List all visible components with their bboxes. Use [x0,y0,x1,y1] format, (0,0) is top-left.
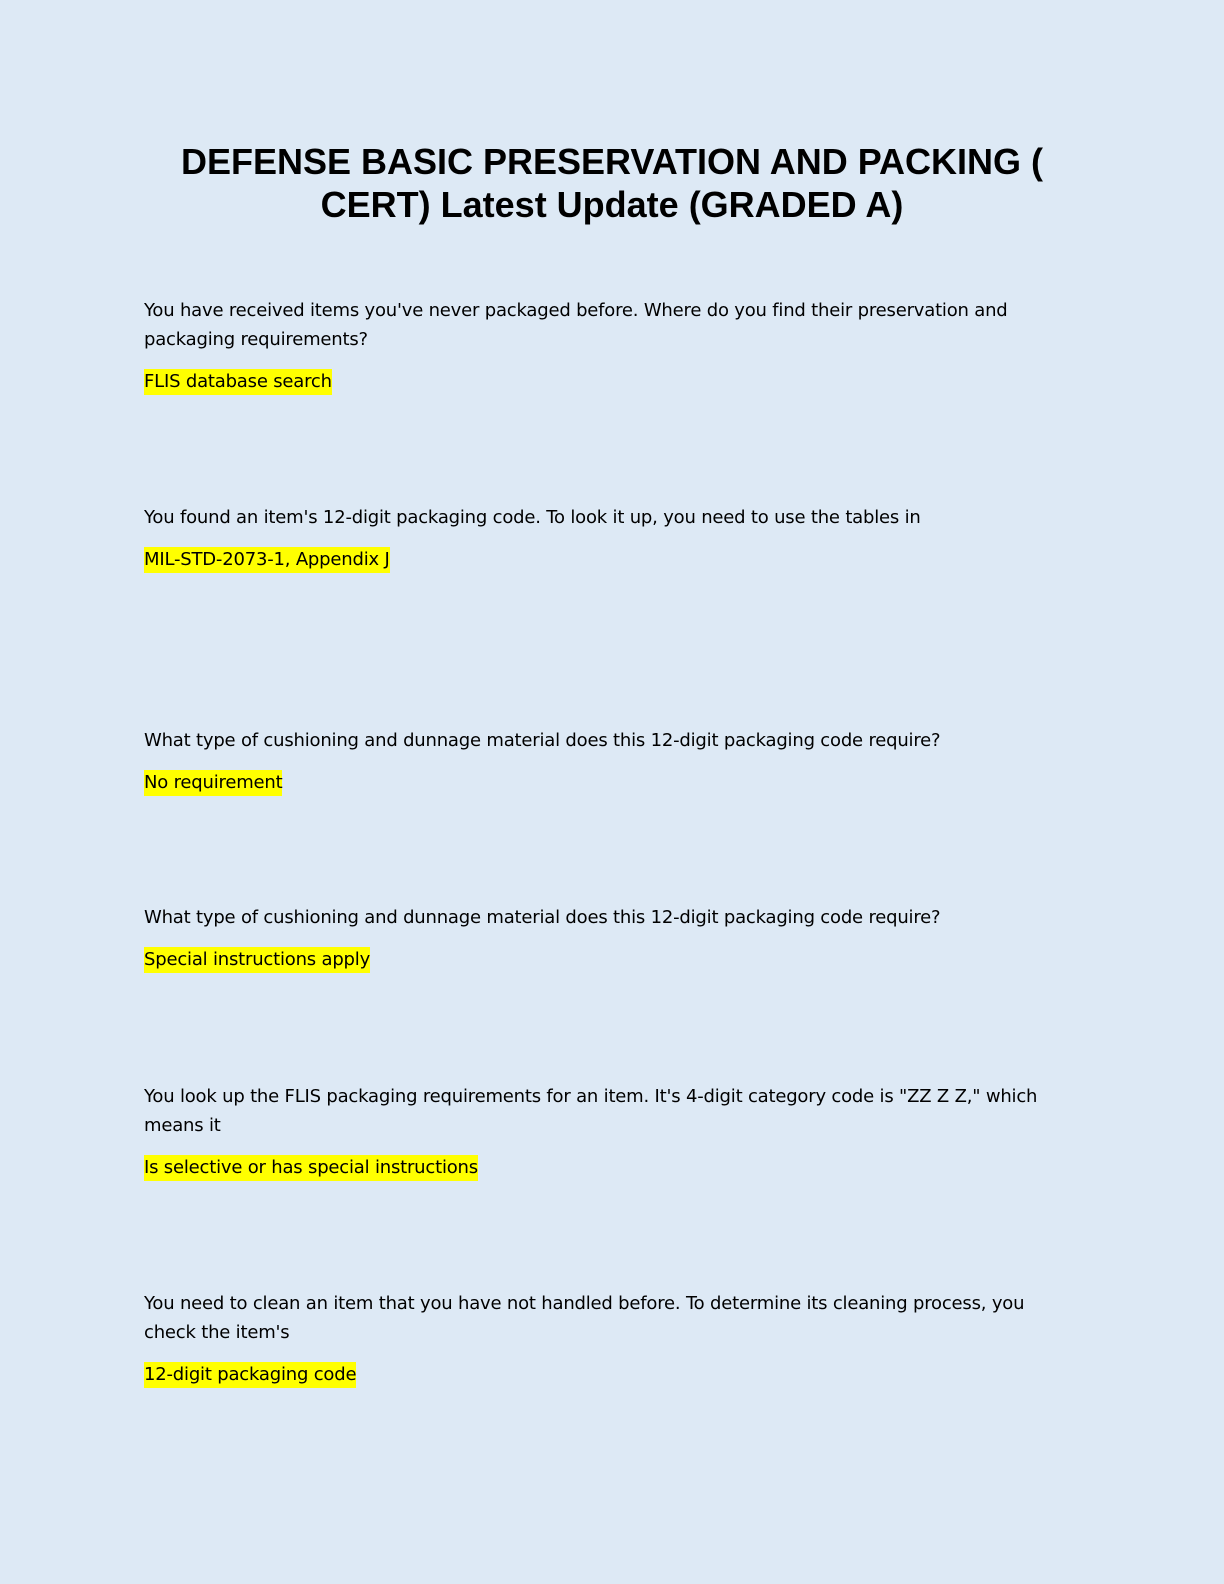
question-text: What type of cushioning and dunnage material does this 12-digit packaging code require? [144,730,941,751]
qa-item-6 [144,1289,1044,1388]
qa-item-2 [144,503,1044,573]
answer-highlight: No requirement [144,770,282,796]
qa-item-5 [144,1082,1044,1181]
answer-highlight: FLIS database search [144,369,332,395]
qa-item-1 [144,296,1044,395]
answer-highlight: 12-digit packaging code [144,1362,356,1388]
question-text: You found an item's 12-digit packaging code. To look it up, you need to use the tables in [144,507,921,528]
answer-highlight: Is selective or has special instructions [144,1155,478,1181]
answer-highlight: MIL-STD-2073-1, Appendix J [144,547,390,573]
document-title: DEFENSE BASIC PRESERVATION AND PACKING ( CERT) Latest Update (GRADED A) [180,141,1044,225]
qa-item-4 [144,903,1044,973]
question-text: You need to clean an item that you have not handled before. To determine its cleaning process, you check the item's [144,1293,1025,1343]
question-text: You have received items you've never packaged before. Where do you find their preservation and packaging requirements? [144,300,1008,350]
answer-highlight: Special instructions apply [144,947,370,973]
question-text: You look up the FLIS packaging requirements for an item. It's 4-digit category code is "ZZ Z Z," which means it [144,1086,1038,1136]
qa-item-3 [144,726,1044,796]
question-text: What type of cushioning and dunnage material does this 12-digit packaging code require? [144,907,941,928]
